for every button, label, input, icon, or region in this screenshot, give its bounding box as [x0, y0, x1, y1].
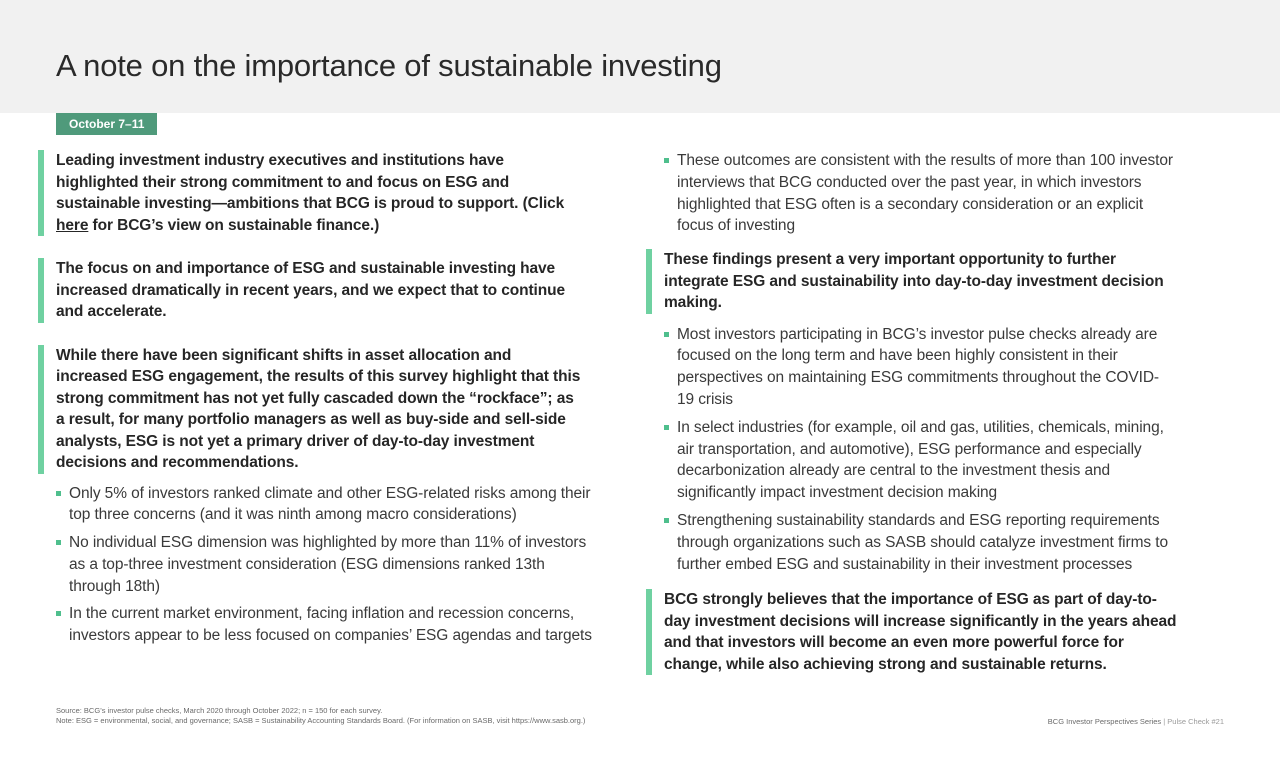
bullet-text: No individual ESG dimension was highlighted by more than 11% of investors as a top-three investment consideration (ESG dimensions ranked 13th through 18th)	[69, 534, 587, 595]
list-item	[664, 417, 1174, 504]
bullet-square-icon	[664, 158, 669, 163]
abbreviation-note: Note: ESG = environmental, social, and governance; SASB = Sustainability Accounting Standards Board. (For information on SASB, visit https://www.sasb.org.)	[56, 716, 586, 725]
list-item	[56, 532, 596, 597]
bullet-text: These outcomes are consistent with the results of more than 100 investor interviews that BCG conducted over the past year, in which investors highlighted that ESG often is a secondary consideration or an explicit focus of investing	[677, 152, 1173, 235]
right-bullet-list-top	[664, 150, 1174, 237]
left-column	[38, 150, 598, 653]
pulse-check-number: Pulse Check #21	[1167, 717, 1224, 726]
list-item	[56, 483, 596, 527]
callout-focus: The focus on and importance of ESG and sustainable investing have increased dramatically in recent years, and we expect that to continue and accelerate.	[38, 258, 584, 323]
date-badge: October 7–11	[56, 113, 157, 135]
bullet-square-icon	[664, 425, 669, 430]
right-bullet-list-mid	[664, 324, 1174, 576]
bullet-square-icon	[664, 332, 669, 337]
bullet-text: In the current market environment, facing inflation and recession concerns, investors appear to be less focused on companies’ ESG agendas and targets	[69, 605, 592, 645]
list-item	[664, 150, 1174, 237]
left-bullet-list	[56, 483, 596, 648]
callout-bcg-belief: BCG strongly believes that the importance of ESG as part of day-to-day investment decisions will increase significantly in the years ahead and that investors will become an even more powerful force for change, while also achieving strong and sustainable returns.	[646, 589, 1180, 675]
series-name: BCG Investor Perspectives Series	[1047, 717, 1162, 726]
sustainable-finance-link[interactable]: here	[56, 216, 89, 234]
list-item	[664, 324, 1174, 411]
bullet-square-icon	[664, 518, 669, 523]
callout-survey-results: While there have been significant shifts in asset allocation and increased ESG engagement, the results of this survey highlight that this strong commitment has not yet fully cascaded down the “rockface”; as a result, for many portfolio managers as well as buy-side and sell-side analysts, ESG is not yet a primary driver of day-to-day investment decisions and recommendations.	[38, 345, 584, 474]
page-title: A note on the importance of sustainable investing	[56, 48, 722, 83]
callout-commitment	[38, 150, 584, 236]
bullet-text: Strengthening sustainability standards and ESG reporting requirements through organizations such as SASB should catalyze investment firms to further embed ESG and sustainability in their investment processes	[677, 512, 1168, 573]
right-column	[646, 150, 1186, 675]
bullet-text: Only 5% of investors ranked climate and other ESG-related risks among their top three concerns (and it was ninth among macro considerations)	[69, 484, 591, 524]
callout-commitment-text-end: for BCG’s view on sustainable finance.)	[88, 216, 380, 234]
callout-commitment-text: Leading investment industry executives and institutions have highlighted their strong commitment to and focus on ESG and sustainable investing—ambitions that BCG is proud to support. (Click	[56, 152, 565, 212]
callout-opportunity: These findings present a very important opportunity to further integrate ESG and sustainability into day-to-day investment decision making.	[646, 249, 1180, 314]
series-label	[1048, 717, 1224, 726]
list-item	[56, 603, 596, 647]
footnotes	[56, 706, 585, 726]
bullet-square-icon	[56, 611, 61, 616]
bullet-text: Most investors participating in BCG’s investor pulse checks already are focused on the long term and have been highly consistent in their perspectives on maintaining ESG commitments throughout the COVID-19 crisis	[677, 325, 1159, 409]
bullet-square-icon	[56, 540, 61, 545]
bullet-square-icon	[56, 491, 61, 496]
bullet-text: In select industries (for example, oil and gas, utilities, chemicals, mining, air transportation, and automotive), ESG performance and especially decarbonization already are central to the investment thesis and significantly impact investment decision making	[677, 418, 1164, 502]
list-item	[664, 510, 1174, 575]
source-note: Source: BCG’s investor pulse checks, March 2020 through October 2022; n = 150 for each survey.	[56, 706, 383, 715]
series-separator: |	[1161, 717, 1168, 726]
